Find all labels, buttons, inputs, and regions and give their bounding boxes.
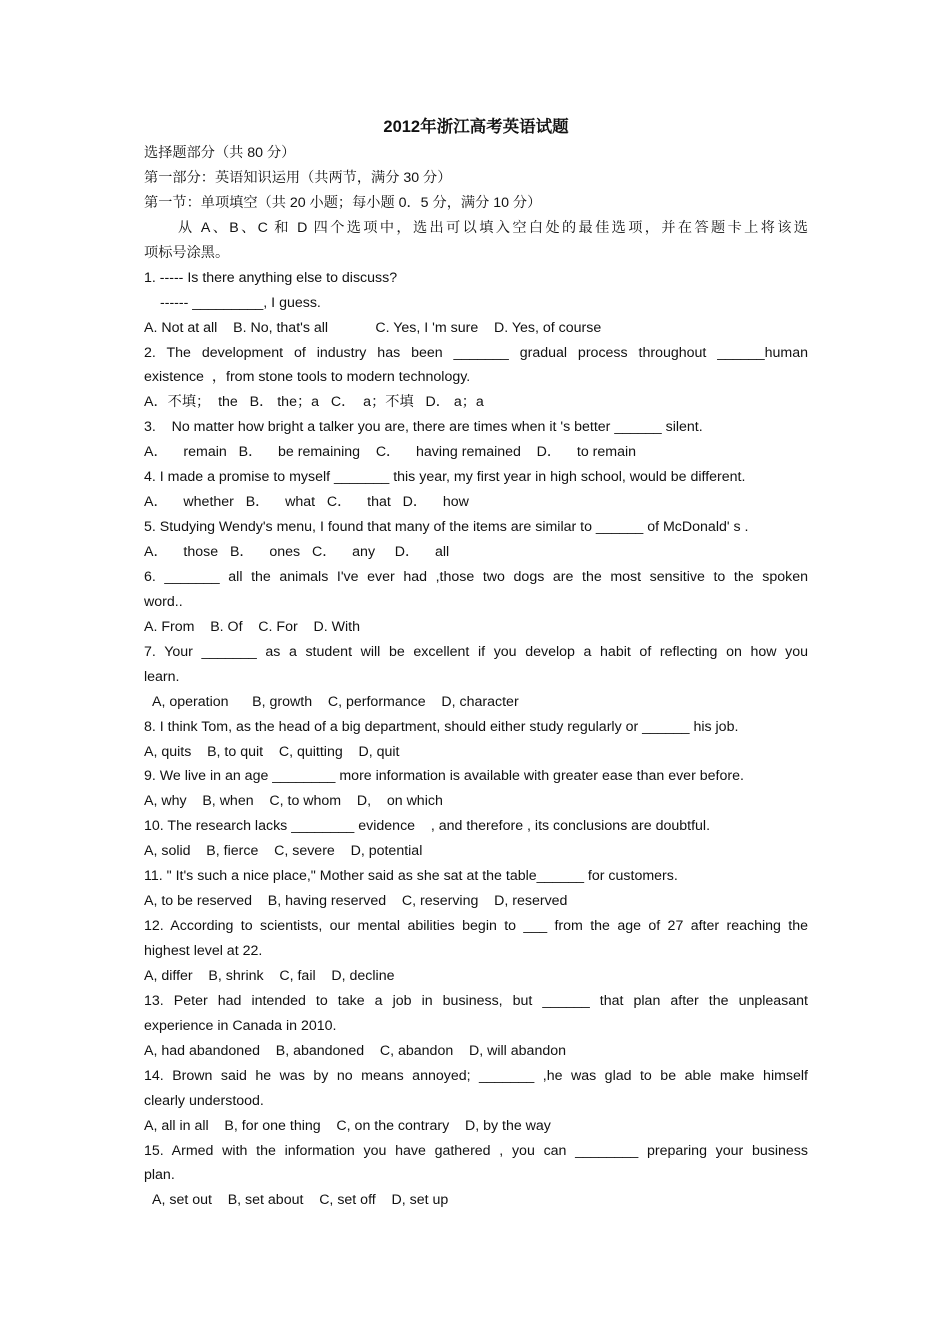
- text-line: word..: [144, 593, 183, 610]
- text-line: 2. The development of industry has been _______ gradual process throughout ______human: [144, 344, 808, 361]
- text-line: 4. I made a promise to myself _______ this year, my first year in high school, would be different.: [144, 469, 746, 486]
- text-line: 第一节：单项填空（共 20 小题；每小题 0．5 分，满分 10 分）: [144, 194, 542, 211]
- text-line: A. Not at all B. No, that's all C. Yes, I 'm sure D. Yes, of course: [144, 319, 602, 336]
- text-line: 15. Armed with the information you have gathered , you can ________ preparing your business: [144, 1142, 808, 1159]
- text-line: 8. I think Tom, as the head of a big department, should either study regularly or ______ his job.: [144, 718, 739, 735]
- text-line: experience in Canada in 2010.: [144, 1017, 337, 1034]
- text-line: A. From B. Of C. For D. With: [144, 618, 360, 635]
- text-line: 3. No matter how bright a talker you are, there are times when it 's better ______ silent.: [144, 419, 703, 436]
- text-line: A, differ B, shrink C, fail D, decline: [144, 967, 395, 984]
- page-title: 2012年浙江高考英语试题: [383, 118, 569, 136]
- document-page: [144, 113, 808, 1213]
- text-line: learn.: [144, 668, 180, 685]
- text-line: A, why B, when C, to whom D, on which: [144, 793, 443, 810]
- text-line: A． whether B． what C． that D． how: [144, 494, 469, 511]
- text-line: 项标号涂黑。: [144, 244, 230, 261]
- document-body: [144, 141, 808, 1213]
- text-line: 从 A、B、C 和 D 四个选项中，选出可以填入空白处的最佳选项，并在答题卡上将该选: [178, 219, 808, 236]
- text-line: A, set out B, set about C, set off D, set up: [152, 1192, 449, 1209]
- text-line: 第一部分：英语知识运用（共两节，满分 30 分）: [144, 169, 452, 186]
- text-line: A, to be reserved B, having reserved C, reserving D, reserved: [144, 893, 568, 910]
- text-line: A, quits B, to quit C, quitting D, quit: [144, 743, 400, 760]
- text-line: A, all in all B, for one thing C, on the contrary D, by the way: [144, 1117, 551, 1134]
- text-line: A, operation B, growth C, performance D, character: [152, 693, 519, 710]
- text-line: clearly understood.: [144, 1092, 264, 1109]
- text-line: 7. Your _______ as a student will be excellent if you develop a habit of reflecting on how you: [144, 643, 808, 660]
- text-line: A． remain B． be remaining C． having remained D． to remain: [144, 444, 637, 461]
- text-line: highest level at 22.: [144, 943, 263, 959]
- text-line: 12. According to scientists, our mental abilities begin to ___ from the age of 27 after reaching the: [144, 918, 808, 935]
- text-line: existence ，from stone tools to modern technology.: [144, 369, 471, 386]
- text-line: 9. We live in an age ________ more information is available with greater ease than ever before.: [144, 768, 744, 785]
- text-line: A． those B． ones C． any D． all: [144, 544, 450, 560]
- text-line: A, solid B, fierce C, severe D, potential: [144, 843, 423, 860]
- text-line: A．不填； the B． the；a C． a；不填 D． a；a: [144, 394, 484, 411]
- text-line: 10. The research lacks ________ evidence , and therefore , its conclusions are doubtful.: [144, 818, 711, 835]
- text-line: 1. ----- Is there anything else to discuss?: [144, 269, 398, 286]
- text-line: 11. " It's such a nice place," Mother said as she sat at the table______ for customers.: [144, 868, 678, 885]
- text-line: 选择题部分（共 80 分）: [144, 145, 296, 161]
- text-line: plan.: [144, 1167, 175, 1184]
- text-line: 5. Studying Wendy's menu, I found that many of the items are similar to ______ of McDonald' s .: [144, 519, 749, 536]
- text-line: 13. Peter had intended to take a job in business, but ______ that plan after the unpleasant: [144, 992, 808, 1009]
- text-line: ------ _________, I guess.: [160, 294, 321, 311]
- text-line: 6. _______ all the animals I've ever had ,those two dogs are the most sensitive to the spoken: [144, 568, 808, 585]
- text-line: A, had abandoned B, abandoned C, abandon D, will abandon: [144, 1042, 567, 1059]
- text-line: 14. Brown said he was by no means annoyed; _______ ,he was glad to be able make himself: [144, 1067, 808, 1084]
